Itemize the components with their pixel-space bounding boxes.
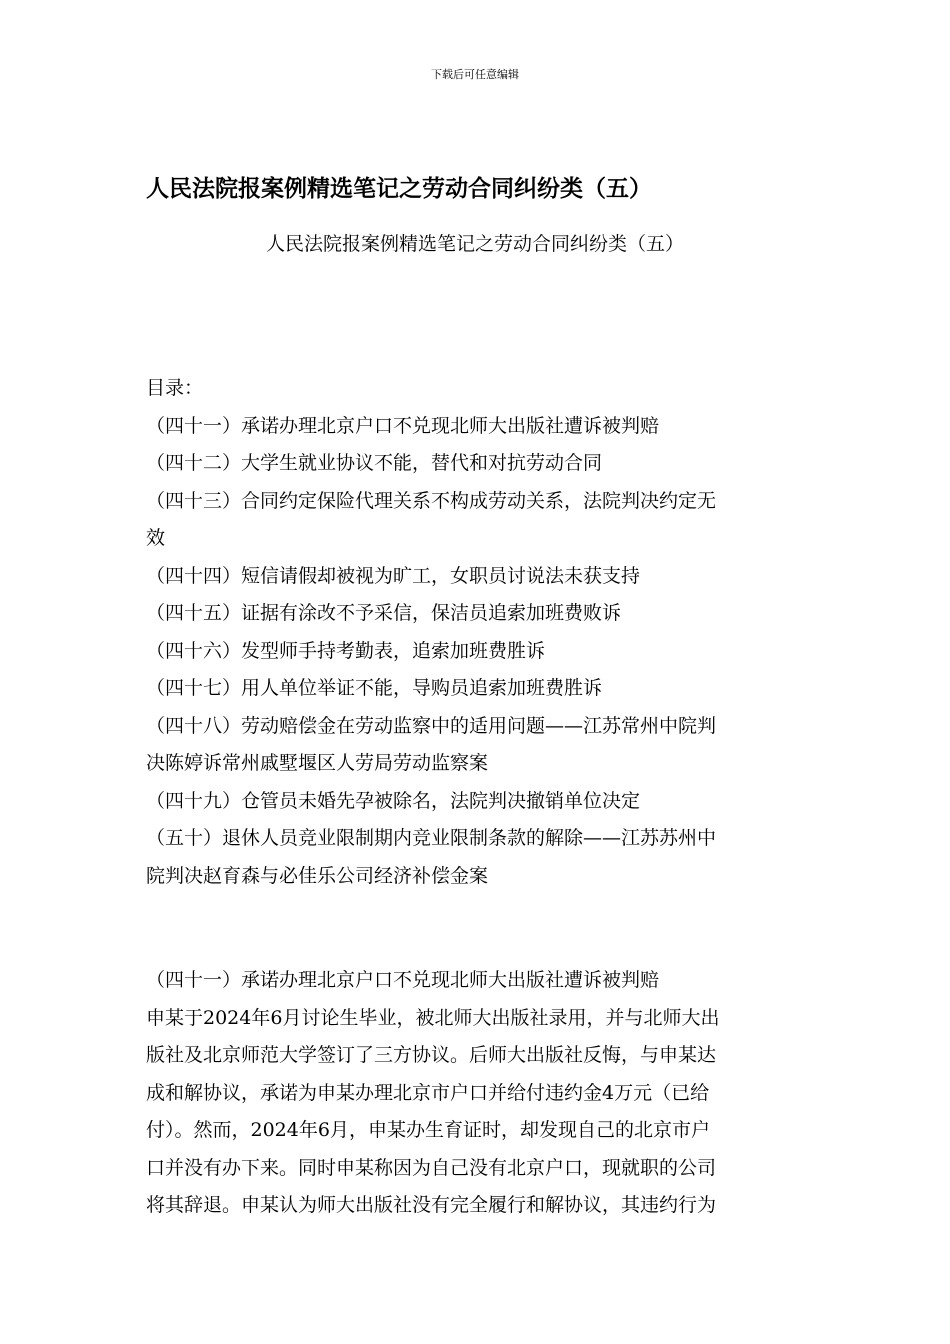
toc-line: （四十六）发型师手持考勤表，追索加班费胜诉 — [146, 639, 546, 662]
paragraph-line: 成和解协议，承诺为申某办理北京市户口并给付违约金4万元（已给 — [146, 1081, 710, 1104]
section-heading: （四十一）承诺办理北京户口不兑现北师大出版社遭诉被判赔 — [146, 969, 660, 991]
document-subtitle: 人民法院报案例精选笔记之劳动合同纠纷类（五） — [265, 233, 684, 255]
toc-heading: 目录： — [146, 377, 204, 399]
toc-line: 院判决赵育森与必佳乐公司经济补偿金案 — [146, 864, 489, 887]
toc-line: （四十七）用人单位举证不能，导购员追索加班费胜诉 — [146, 677, 603, 699]
paragraph-line: 版社及北京师范大学签订了三方协议。后师大出版社反悔，与申某达 — [146, 1044, 717, 1066]
body-text — [146, 962, 806, 1225]
document-title: 人民法院报案例精选笔记之劳动合同纠纷类（五） — [146, 176, 652, 202]
toc-line: （四十九）仓管员未婚先孕被除名，法院判决撤销单位决定 — [146, 789, 641, 812]
toc-line: （五十）退休人员竞业限制期内竞业限制条款的解除——江苏苏州中 — [146, 827, 717, 849]
toc-line: （四十四）短信请假却被视为旷工，女职员讨说法未获支持 — [146, 564, 641, 587]
paragraph-line: 将其辞退。申某认为师大出版社没有完全履行和解协议，其违约行为 — [146, 1194, 717, 1216]
toc-line: 效 — [146, 527, 166, 549]
paragraph-line: 付）。然而，2024年6月，申某办生育证时，却发现自己的北京市户 — [146, 1119, 710, 1141]
toc-line: （四十八）劳动赔偿金在劳动监察中的适用问题——江苏常州中院判 — [146, 714, 717, 737]
toc-line: （四十五）证据有涂改不予采信，保洁员追索加班费败诉 — [146, 602, 622, 624]
toc-line: （四十二）大学生就业协议不能，替代和对抗劳动合同 — [146, 452, 603, 474]
paragraph-line: 申某于2024年6月讨论生毕业，被北师大出版社录用，并与北师大出 — [146, 1006, 720, 1029]
toc-line: （四十一）承诺办理北京户口不兑现北师大出版社遭诉被判赔 — [146, 414, 660, 437]
toc-line: 决陈婷诉常州戚墅堰区人劳局劳动监察案 — [146, 752, 489, 774]
paragraph-line: 口并没有办下来。同时申某称因为自己没有北京户口，现就职的公司 — [146, 1156, 717, 1179]
page-header-note: 下载后可任意编辑 — [431, 68, 519, 81]
toc-line: （四十三）合同约定保险代理关系不构成劳动关系，法院判决约定无 — [146, 489, 717, 512]
table-of-contents — [146, 370, 806, 895]
